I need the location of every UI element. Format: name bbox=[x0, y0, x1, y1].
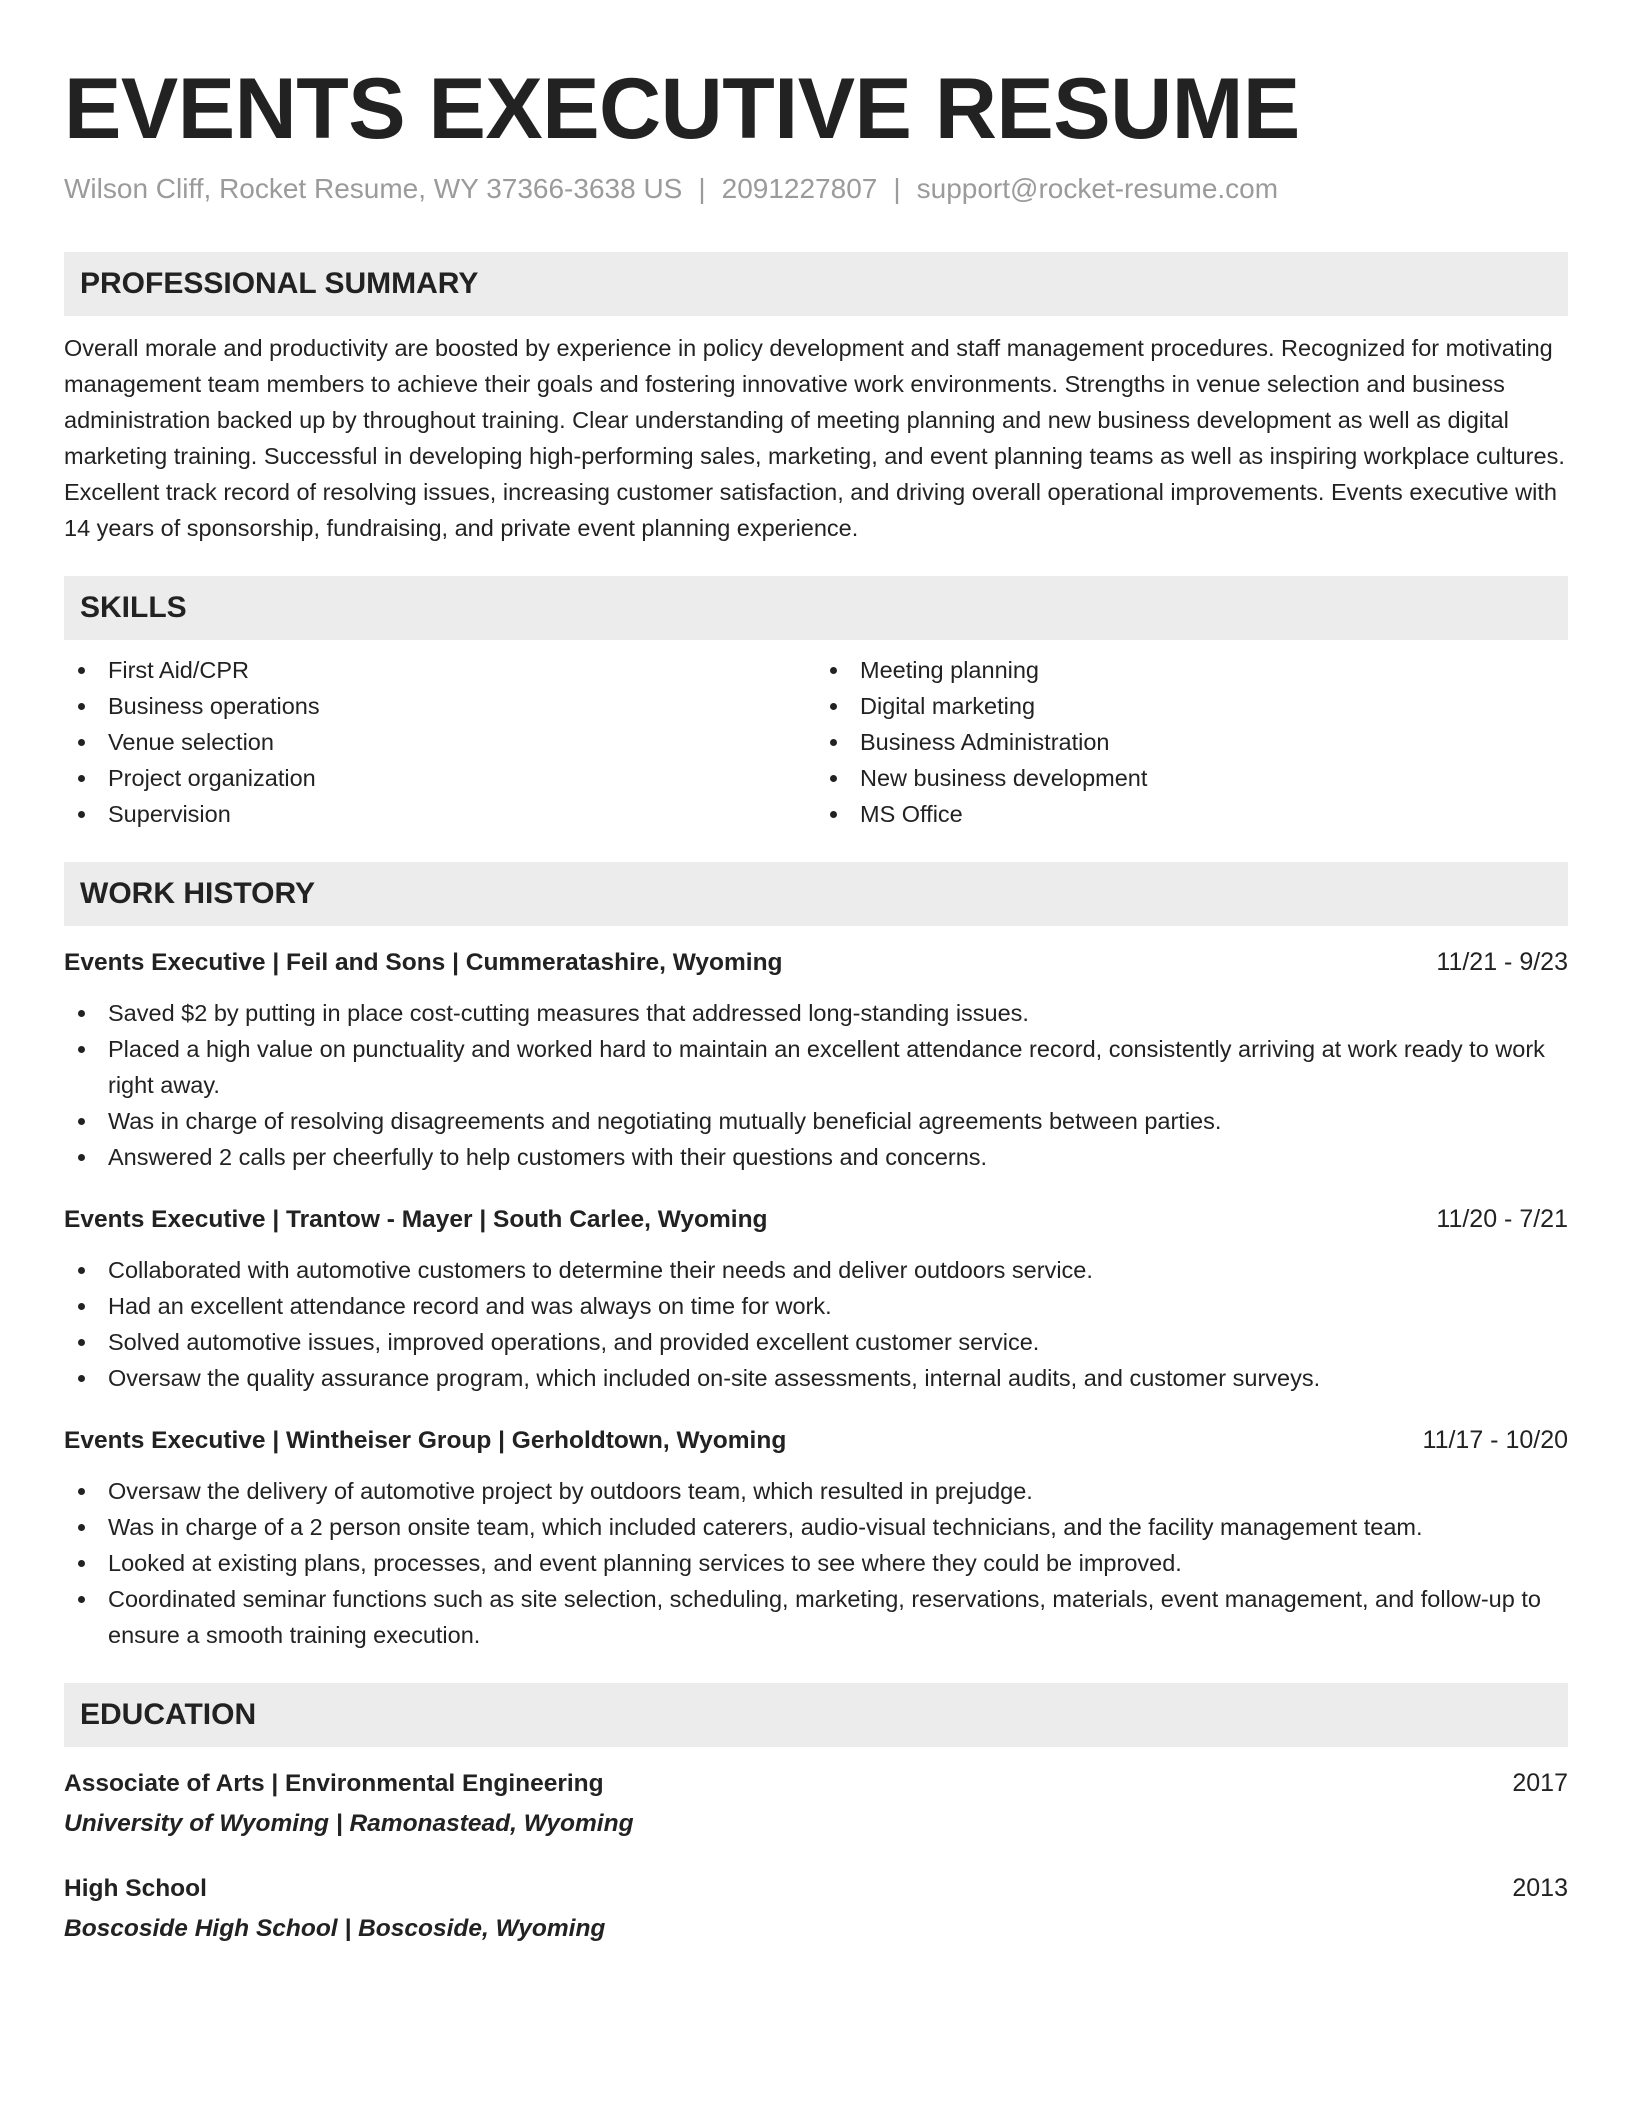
job-header bbox=[64, 1201, 1568, 1238]
skill-item: New business development bbox=[816, 760, 1568, 796]
resume-title: EVENTS EXECUTIVE RESUME bbox=[64, 61, 1300, 157]
contact-separator: | bbox=[893, 173, 901, 204]
contact-line bbox=[64, 172, 1568, 206]
skill-item: Business operations bbox=[64, 688, 816, 724]
education-school: Boscoside High School | Boscoside, Wyoming bbox=[64, 1914, 606, 1942]
job-entry bbox=[64, 1422, 1568, 1653]
job-bullet: Was in charge of a 2 person onsite team, which included caterers, audio-visual technicians, and the facility management team. bbox=[64, 1509, 1568, 1545]
job-entry bbox=[64, 944, 1568, 1175]
skill-item: First Aid/CPR bbox=[64, 652, 816, 688]
job-bullet: Answered 2 calls per cheerfully to help customers with their questions and concerns. bbox=[64, 1139, 1568, 1175]
job-bullet: Looked at existing plans, processes, and event planning services to see where they could be improved. bbox=[64, 1545, 1568, 1581]
job-entry bbox=[64, 1201, 1568, 1396]
contact-phone: 2091227807 bbox=[721, 173, 878, 204]
skills-grid bbox=[64, 652, 1568, 832]
education-header bbox=[64, 1765, 1568, 1802]
skill-item: Business Administration bbox=[816, 724, 1568, 760]
job-title: Events Executive | Feil and Sons | Cummeratashire, Wyoming bbox=[64, 948, 783, 976]
skill-item: Venue selection bbox=[64, 724, 816, 760]
job-bullet: Oversaw the quality assurance program, which included on-site assessments, internal audits, and customer surveys. bbox=[64, 1360, 1568, 1396]
job-bullet: Placed a high value on punctuality and worked hard to maintain an excellent attendance record, consistently arriving at work ready to work right away. bbox=[64, 1031, 1568, 1103]
section-header-education: EDUCATION bbox=[64, 1683, 1568, 1747]
job-bullet: Collaborated with automotive customers to determine their needs and deliver outdoors service. bbox=[64, 1252, 1568, 1288]
job-bullet: Was in charge of resolving disagreements and negotiating mutually beneficial agreements between parties. bbox=[64, 1103, 1568, 1139]
job-header bbox=[64, 944, 1568, 981]
section-header-work-history: WORK HISTORY bbox=[64, 862, 1568, 926]
job-bullets bbox=[64, 1473, 1568, 1653]
education-school: University of Wyoming | Ramonastead, Wyoming bbox=[64, 1809, 634, 1837]
job-bullet: Had an excellent attendance record and was always on time for work. bbox=[64, 1288, 1568, 1324]
skill-item: MS Office bbox=[816, 796, 1568, 832]
job-title: Events Executive | Trantow - Mayer | South Carlee, Wyoming bbox=[64, 1205, 768, 1233]
education-year: 2017 bbox=[1512, 1768, 1568, 1797]
contact-email: support@rocket-resume.com bbox=[916, 173, 1279, 204]
job-bullet: Oversaw the delivery of automotive project by outdoors team, which resulted in prejudge. bbox=[64, 1473, 1568, 1509]
education-degree: High School bbox=[64, 1874, 207, 1902]
job-bullet: Solved automotive issues, improved operations, and provided excellent customer service. bbox=[64, 1324, 1568, 1360]
education-degree: Associate of Arts | Environmental Engineering bbox=[64, 1769, 604, 1797]
education-entry bbox=[64, 1765, 1568, 1842]
section-header-summary: PROFESSIONAL SUMMARY bbox=[64, 252, 1568, 316]
job-dates: 11/20 - 7/21 bbox=[1436, 1204, 1568, 1233]
job-bullet: Saved $2 by putting in place cost-cutting measures that addressed long-standing issues. bbox=[64, 995, 1568, 1031]
skill-item: Digital marketing bbox=[816, 688, 1568, 724]
skills-column-left bbox=[64, 652, 816, 832]
section-header-skills: SKILLS bbox=[64, 576, 1568, 640]
skills-column-right bbox=[816, 652, 1568, 832]
contact-separator: | bbox=[698, 173, 706, 204]
skill-item: Meeting planning bbox=[816, 652, 1568, 688]
education-header bbox=[64, 1870, 1568, 1907]
summary-text: Overall morale and productivity are boosted by experience in policy development and staff management procedures. Recognized for motivating management team members to achieve their goals and fostering innovative work environments. Strengths in venue selection and business administration backed up by throughout training. Clear understanding of meeting planning and new business development as well as digital marketing training. Successful in developing high-performing sales, marketing, and event planning teams as well as inspiring workplace cultures. Excellent track record of resolving issues, increasing customer satisfaction, and driving overall operational improvements. Events executive with 14 years of sponsorship, fundraising, and private event planning experience. bbox=[64, 334, 1565, 541]
job-title: Events Executive | Wintheiser Group | Gerholdtown, Wyoming bbox=[64, 1426, 787, 1454]
job-dates: 11/21 - 9/23 bbox=[1436, 947, 1568, 976]
job-bullets bbox=[64, 995, 1568, 1175]
education-year: 2013 bbox=[1512, 1873, 1568, 1902]
education-entry bbox=[64, 1870, 1568, 1947]
job-dates: 11/17 - 10/20 bbox=[1422, 1425, 1568, 1454]
skill-item: Project organization bbox=[64, 760, 816, 796]
job-bullets bbox=[64, 1252, 1568, 1396]
job-header bbox=[64, 1422, 1568, 1459]
contact-address: Wilson Cliff, Rocket Resume, WY 37366-3638 US bbox=[64, 173, 683, 204]
skill-item: Supervision bbox=[64, 796, 816, 832]
job-bullet: Coordinated seminar functions such as site selection, scheduling, marketing, reservations, materials, event management, and follow-up to ensure a smooth training execution. bbox=[64, 1581, 1568, 1653]
